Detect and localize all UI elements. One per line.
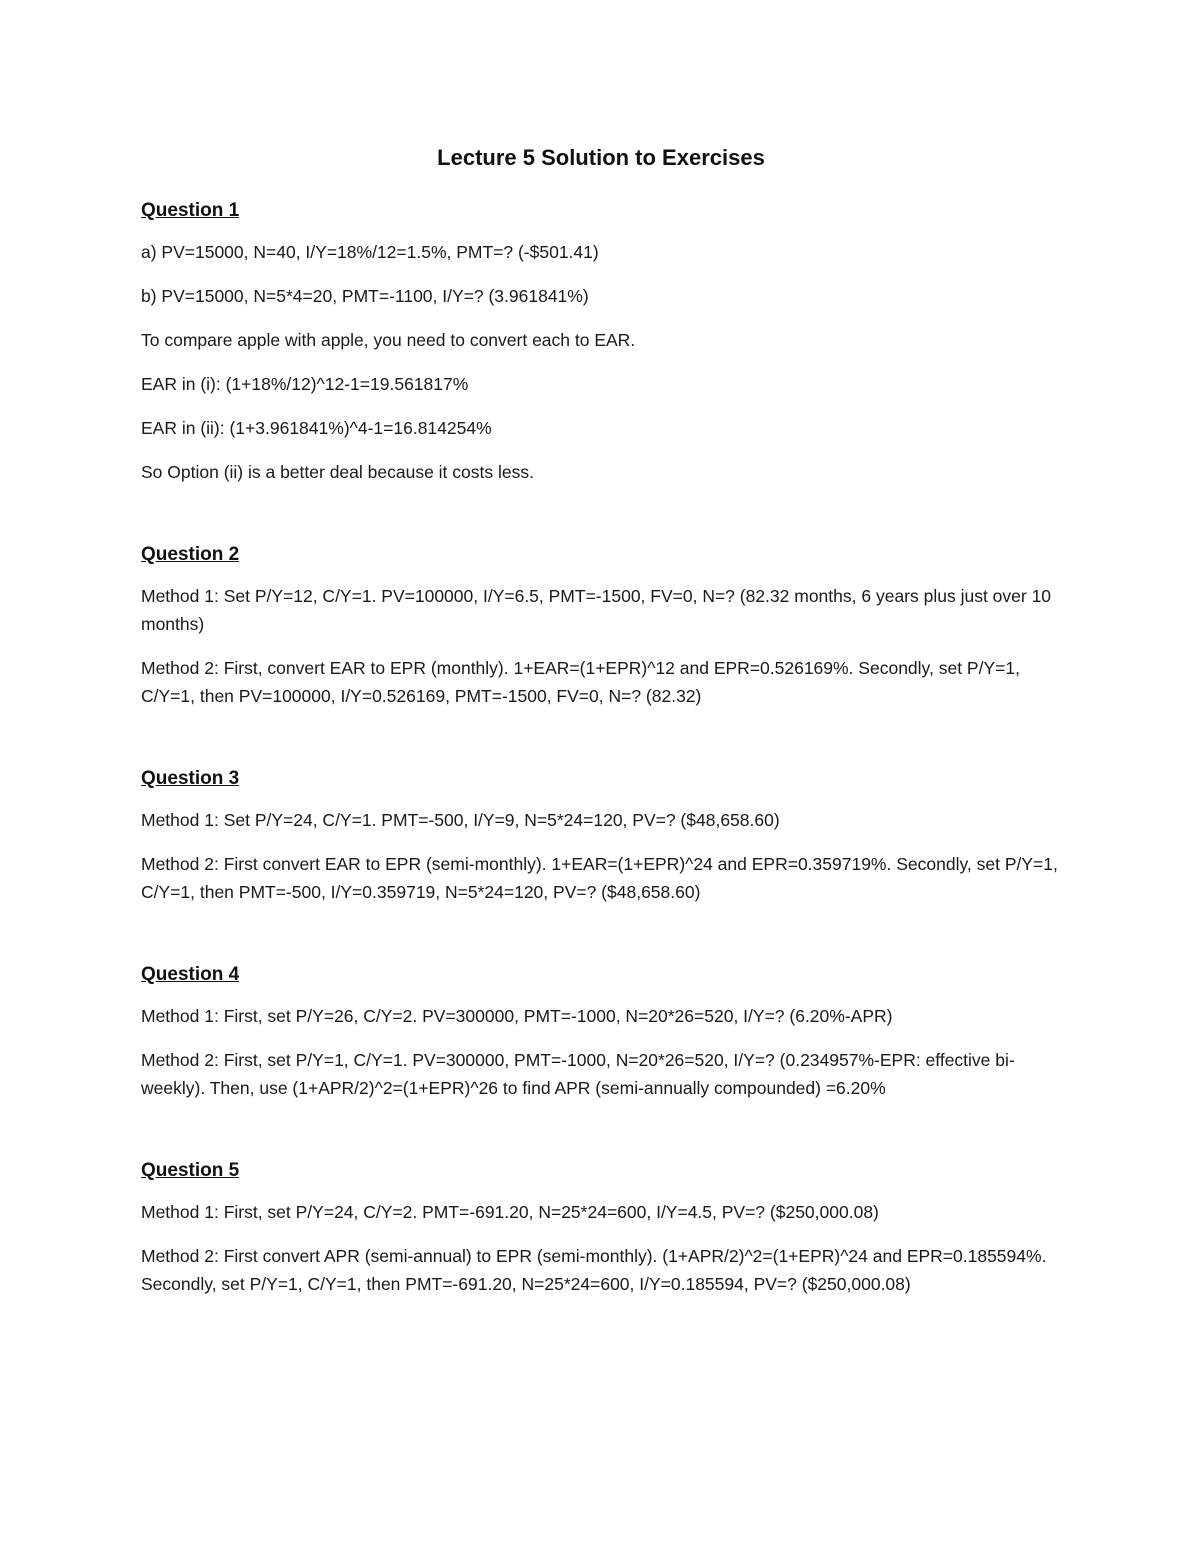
answer-line: Method 1: Set P/Y=24, C/Y=1. PMT=-500, I/Y=9, N=5*24=120, PV=? ($48,658.60) [141,810,780,830]
answer-line: b) PV=15000, N=5*4=20, PMT=-1100, I/Y=? (3.961841%) [141,286,589,306]
answer-line: So Option (ii) is a better deal because it costs less. [141,462,534,482]
section-spacer [141,1118,1061,1158]
question-heading: Question 1 [141,200,240,221]
section-spacer [141,922,1061,962]
question-2 [141,542,1061,710]
answer-line: a) PV=15000, N=40, I/Y=18%/12=1.5%, PMT=? (-$501.41) [141,242,599,262]
question-3 [141,766,1061,906]
question-heading: Question 4 [141,964,240,985]
question-4 [141,962,1061,1102]
section-spacer [141,726,1061,766]
page-title: Lecture 5 Solution to Exercises [437,145,765,170]
answer-line: EAR in (ii): (1+3.961841%)^4-1=16.814254% [141,418,492,438]
answer-line: Method 1: First, set P/Y=26, C/Y=2. PV=300000, PMT=-1000, N=20*26=520, I/Y=? (6.20%-APR) [141,1006,893,1026]
question-heading: Question 3 [141,768,240,789]
answer-line: EAR in (i): (1+18%/12)^12-1=19.561817% [141,374,469,394]
section-spacer [141,502,1061,542]
question-heading: Question 2 [141,544,240,565]
answer-line: Method 2: First convert APR (semi-annual) to EPR (semi-monthly). (1+APR/2)^2=(1+EPR)^24 and EPR=0.185594%. Secondly, set P/Y=1, C/Y=1, then PMT=-691.20, N=25*24=600, I/Y=0.185594, PV=? ($250,000.08) [141,1246,1047,1294]
answer-line: Method 1: First, set P/Y=24, C/Y=2. PMT=-691.20, N=25*24=600, I/Y=4.5, PV=? ($250,000.08) [141,1202,879,1222]
question-heading: Question 5 [141,1160,240,1181]
answer-line: Method 2: First, convert EAR to EPR (monthly). 1+EAR=(1+EPR)^12 and EPR=0.526169%. Secondly, set P/Y=1, C/Y=1, then PV=100000, I/Y=0.526169, PMT=-1500, FV=0, N=? (82.32) [141,658,1020,706]
document-body [141,140,1061,1314]
question-1 [141,198,1061,486]
answer-line: Method 2: First convert EAR to EPR (semi-monthly). 1+EAR=(1+EPR)^24 and EPR=0.359719%. Secondly, set P/Y=1, C/Y=1, then PMT=-500, I/Y=0.359719, N=5*24=120, PV=? ($48,658.60) [141,854,1058,902]
answer-line: Method 2: First, set P/Y=1, C/Y=1. PV=300000, PMT=-1000, N=20*26=520, I/Y=? (0.234957%-EPR: effective bi-weekly). Then, use (1+APR/2)^2=(1+EPR)^26 to find APR (semi-annually compounded) =6.20% [141,1050,1015,1098]
answer-line: Method 1: Set P/Y=12, C/Y=1. PV=100000, I/Y=6.5, PMT=-1500, FV=0, N=? (82.32 months, 6 years plus just over 10 months) [141,586,1052,634]
question-5 [141,1158,1061,1298]
answer-line: To compare apple with apple, you need to convert each to EAR. [141,330,636,350]
